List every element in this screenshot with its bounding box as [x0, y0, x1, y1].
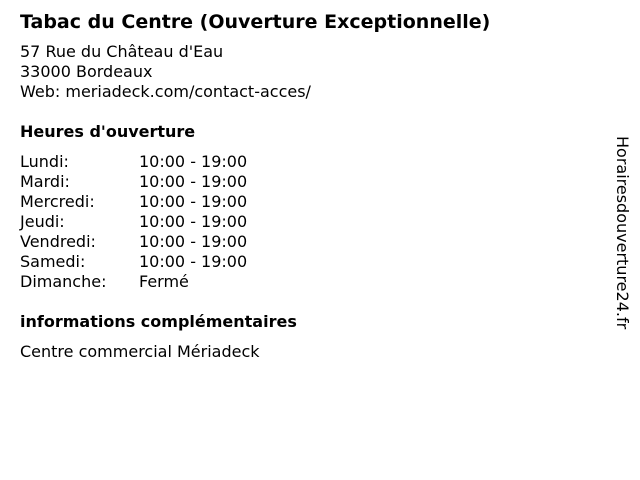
hours-row-lundi: [20, 152, 580, 172]
hours-time: 10:00 - 19:00: [139, 152, 248, 171]
brand-watermark: Horairesdouverture24.fr: [613, 136, 632, 330]
hours-row-jeudi: [20, 212, 580, 232]
address-street: 57 Rue du Château d'Eau: [20, 42, 224, 61]
hours-time: Fermé: [139, 272, 189, 291]
website-link[interactable]: Web: meriadeck.com/contact-acces/: [20, 82, 311, 101]
hours-row-mardi: [20, 172, 580, 192]
hours-day: Dimanche:: [20, 272, 107, 291]
hours-time: 10:00 - 19:00: [139, 212, 248, 231]
hours-day: Vendredi:: [20, 232, 96, 251]
hours-table: [20, 152, 580, 292]
hours-day: Samedi:: [20, 252, 86, 271]
hours-time: 10:00 - 19:00: [139, 192, 248, 211]
hours-row-vendredi: [20, 232, 580, 252]
hours-day: Jeudi:: [20, 212, 65, 231]
hours-time: 10:00 - 19:00: [139, 172, 248, 191]
hours-day: Lundi:: [20, 152, 69, 171]
hours-row-dimanche: [20, 272, 580, 292]
hours-day: Mercredi:: [20, 192, 95, 211]
hours-time: 10:00 - 19:00: [139, 232, 248, 251]
hours-day: Mardi:: [20, 172, 70, 191]
store-title: Tabac du Centre (Ouverture Exceptionnelle): [20, 11, 491, 33]
address-city: 33000 Bordeaux: [20, 62, 153, 81]
hours-time: 10:00 - 19:00: [139, 252, 248, 271]
store-info: [20, 10, 580, 362]
info-heading: informations complémentaires: [20, 312, 297, 331]
hours-heading: Heures d'ouverture: [20, 122, 196, 141]
info-text: Centre commercial Mériadeck: [20, 342, 260, 361]
hours-row-mercredi: [20, 192, 580, 212]
hours-row-samedi: [20, 252, 580, 272]
